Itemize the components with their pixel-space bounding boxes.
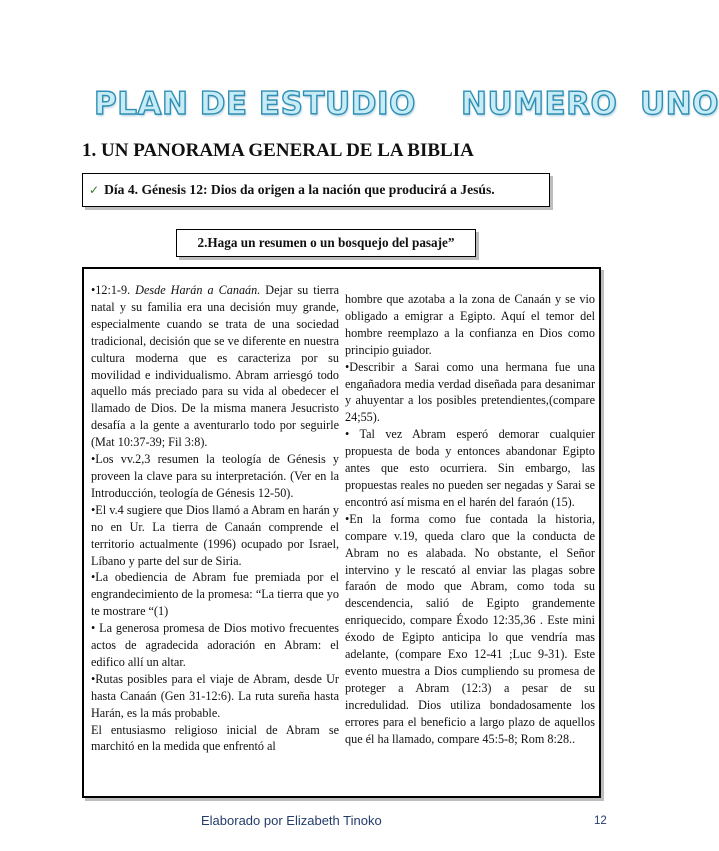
footer-author: Elaborado por Elizabeth Tinoko: [201, 813, 382, 828]
left-column: [91, 282, 339, 755]
paragraph: •Rutas posibles para el viaje de Abram, desde Ur hasta Canaán (Gen 31-12:6). La ruta sureña hasta Harán, es la más probable.: [91, 671, 339, 720]
paragraph: • Tal vez Abram esperó demorar cualquier propuesta de boda y entonces abandonar Egipto antes que esto ocurriera. Sin embargo, las propuestas reales no pueden ser negadas y Sarai se encontró así misma en el harén del faraón (15).: [345, 427, 595, 509]
instruction-text: 2.Haga un resumen o un bosquejo del pasaje”: [197, 235, 455, 250]
day-reading-text: Día 4. Génesis 12: Dios da origen a la nación que producirá a Jesús.: [104, 182, 495, 197]
paragraph: •Los vv.2,3 resumen la teología de Génesis y proveen la clave para su interpretación. (Ver en la Introducción, teología de Génesis 12-50).: [91, 452, 339, 500]
instruction-box: [176, 229, 476, 257]
passage-subtitle: Desde Harán a Canaán.: [130, 283, 261, 297]
section-heading: 1. UN PANORAMA GENERAL DE LA BIBLIA: [82, 140, 474, 161]
paragraph: [91, 282, 339, 451]
paragraph-text: Dejar su tierra natal y su familia era una decisión muy grande, especialmente cuando se trata de una sociedad tradicional, decisión que se ve diferente en nuestra cultura moderna que es caracteriza por su movilidad e individualismo. Abram arriesgó todo aquello más preciado para su vida al obedecer el llamado de Dios. De la misma manera Jesucristo desafía a la gente a aventurarlo todo por seguirle (Mat 10:37-39; Fil 3:8).: [91, 283, 339, 450]
paragraph: • La generosa promesa de Dios motivo frecuentes actos de agradecida adoración en Abram: el edifico allí un altar.: [91, 621, 339, 669]
right-column: [345, 291, 595, 747]
paragraph: hombre que azotaba a la zona de Canaán y se vio obligado a emigrar a Egipto. Aquí el temor del hombre reemplazo a la confianza en Dios como principio guiador.: [345, 292, 595, 357]
checkmark-icon: ✓: [89, 183, 100, 197]
page-number: 12: [594, 815, 607, 827]
paragraph: El entusiasmo religioso inicial de Abram se marchitó en la medida que enfrentó al: [91, 722, 339, 754]
paragraph: •Describir a Sarai como una hermana fue una engañadora media verdad diseñada para desanimar y ahuyentar a los posibles pretendientes,(compare 24;55).: [345, 359, 595, 425]
page-title: PLAN DE ESTUDIO NUMERO UNO: [94, 86, 719, 122]
paragraph: •En la forma como fue contada la historia, compare v.19, queda claro que la conducta de Abram no es alabada. No obstante, el Señor intervino y le rescató al enviar las plagas sobre faraón de modo que Abram, como toda su descendencia, salió de Egipto grandemente enriquecido, compare Éxodo 12:35,36 . Este mini éxodo de Egipto anticipa lo que vendría mas adelante, (compare Exo 12-41 ;Luc 9-31). Este evento muestra a Dios cumpliendo su promesa de proteger a Abram (12:3) a pesar de su incredulidad. Dios utiliza bondadosamente los errores para el beneficio a largo plazo de aquellos que él ha llamado, compare 45:5-8; Rom 8:28..: [345, 511, 595, 746]
paragraph: •El v.4 sugiere que Dios llamó a Abram en harán y no en Ur. La tierra de Canaán comprende el territorio actualmente (1996) ocupado por Israel, Líbano y parte del sur de Siria.: [91, 502, 339, 568]
paragraph: •La obediencia de Abram fue premiada por el engrandecimiento de la promesa: “La tierra que yo te mostrare “(1): [91, 570, 339, 619]
verse-reference: •12:1-9.: [91, 283, 131, 297]
day-reading-box: [82, 173, 550, 207]
summary-box: [82, 267, 601, 798]
